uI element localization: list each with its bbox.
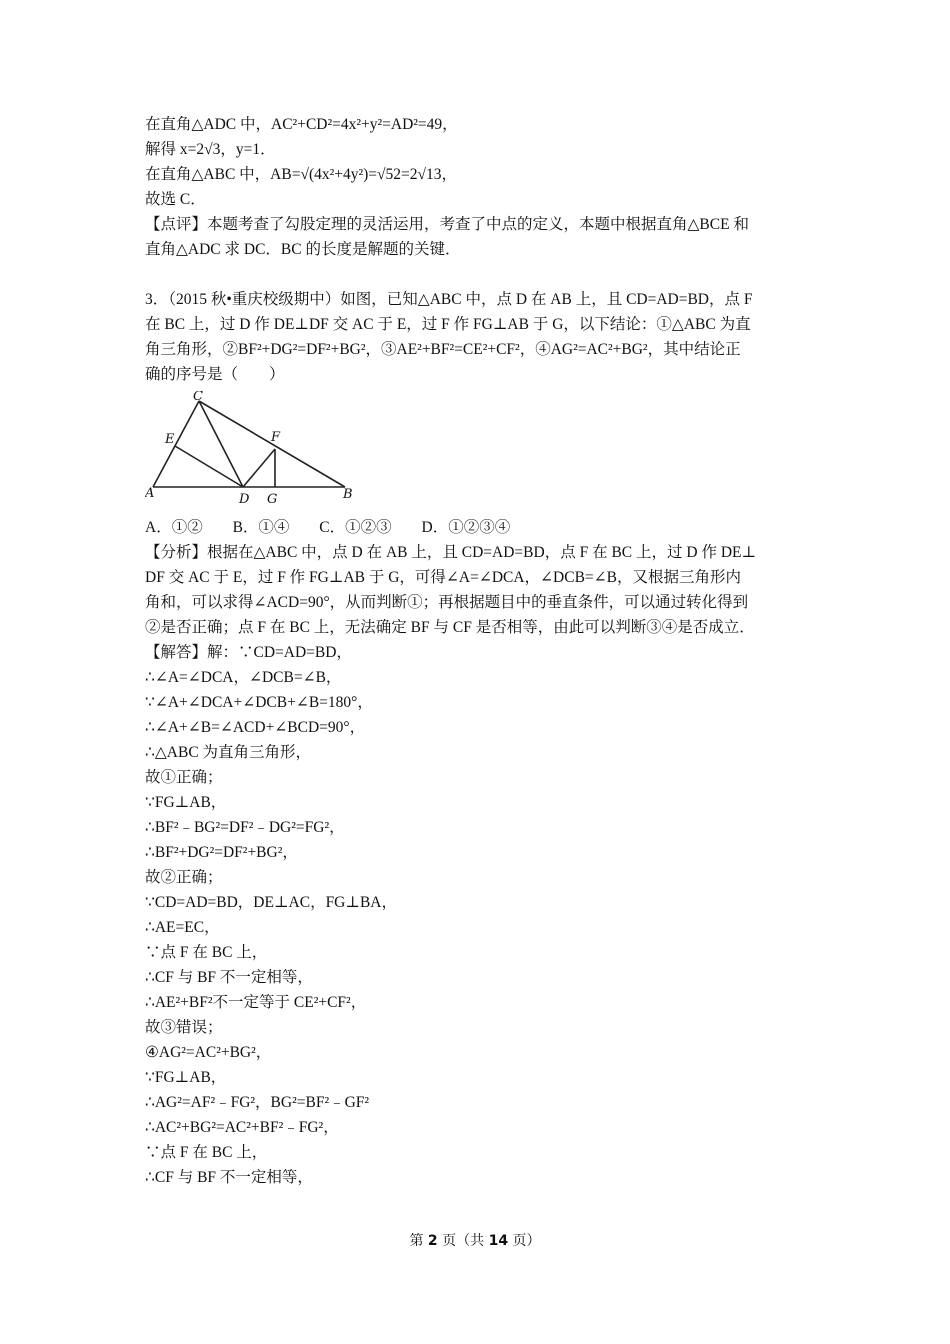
label-g: G (267, 492, 278, 507)
text-line: 直角△ADC 求 DC．BC 的长度是解题的关键． (145, 241, 461, 258)
option-a: A．①② (145, 519, 203, 536)
text-line: 在直角△ADC 中，AC²+CD²=4x²+y²=AD²=49， (145, 116, 458, 133)
question-line: 3．（2015 秋•重庆校级期中）如图，已知△ABC 中，点 D 在 AB 上，且 CD=AD=BD，点 F (145, 291, 753, 308)
footer-total-pages: 14 (488, 1233, 509, 1249)
text-line: 故选 C． (145, 191, 206, 208)
solution-line: ∴CF 与 BF 不一定相等， (145, 969, 313, 986)
solution-line: ∴BF²+DG²=DF²+BG²， (145, 844, 298, 861)
question-line: 确的序号是（ ） (145, 366, 285, 383)
solution-line: ∴△ABC 为直角三角形， (145, 744, 312, 761)
solution-line: ∵∠A+∠DCA+∠DCB+∠B=180°， (145, 694, 373, 711)
footer-mid: 页（共 (437, 1233, 489, 1249)
solution-line: ∴∠A+∠B=∠ACD+∠BCD=90°， (145, 719, 366, 736)
solution-line: ∵点 F 在 BC 上， (145, 944, 268, 961)
spacer (145, 262, 825, 287)
text-line: 解得 x=2√3，y=1． (145, 141, 276, 158)
analysis-line: 角和，可以求得∠ACD=90°，从而判断①；再根据题目中的垂直条件，可以通过转化得到 (145, 594, 749, 611)
footer-suffix: 页） (508, 1233, 541, 1249)
solution-line: ∴AC²+BG²=AC²+BF²﹣FG²， (145, 1119, 339, 1136)
solution-line: ∵CD=AD=BD，DE⊥AC，FG⊥BA， (145, 894, 397, 911)
label-f: F (271, 430, 281, 445)
text-line: 【点评】本题考查了勾股定理的灵活运用，考查了中点的定义，本题中根据直角△BCE 和 (145, 216, 749, 233)
option-d: D．①②③④ (421, 519, 511, 536)
label-b: B (343, 487, 353, 502)
label-c: C (193, 391, 203, 404)
triangle-diagram (145, 391, 375, 509)
solution-line: 故②正确； (145, 869, 223, 886)
triangle-figure (145, 391, 375, 509)
option-c: C．①②③ (319, 519, 392, 536)
solution-line: ∵FG⊥AB， (145, 794, 227, 811)
page-footer (0, 1230, 950, 1250)
analysis-line: DF 交 AC 于 E，过 F 作 FG⊥AB 于 G，可得∠A=∠DCA，∠DCB=∠B，又根据三角形内 (145, 569, 741, 586)
label-e: E (165, 432, 175, 447)
solution-section (145, 640, 825, 1190)
solution-line: ∵点 F 在 BC 上， (145, 1144, 268, 1161)
solution-line: ∴CF 与 BF 不一定相等， (145, 1169, 313, 1186)
analysis-line: 【分析】根据在△ABC 中，点 D 在 AB 上，且 CD=AD=BD，点 F 在 BC 上，过 D 作 DE⊥ (145, 544, 757, 561)
footer-prefix: 第 (409, 1233, 428, 1249)
solution-line: ∴AE=EC， (145, 919, 220, 936)
solution-line: ∵FG⊥AB， (145, 1069, 227, 1086)
label-a: A (145, 486, 155, 501)
option-b: B．①④ (232, 519, 290, 536)
text-line: 在直角△ABC 中，AB=√(4x²+4y²)=√52=2√13， (145, 166, 458, 183)
question-line: 角三角形，②BF²+DG²=DF²+BG²，③AE²+BF²=CE²+CF²，④AG²=AC²+BG²，其中结论正 (145, 341, 741, 358)
analysis-line: ②是否正确；点 F 在 BC 上，无法确定 BF 与 CF 是否相等，由此可以判断③④是否成立． (145, 619, 755, 636)
solution-line: ④AG²=AC²+BG²， (145, 1044, 272, 1061)
label-d: D (239, 492, 250, 507)
solution-line: ∴AG²=AF²﹣FG²，BG²=BF²﹣GF² (145, 1094, 370, 1111)
question-line: 在 BC 上，过 D 作 DE⊥DF 交 AC 于 E，过 F 作 FG⊥AB 于 G，以下结论：①△ABC 为直 (145, 316, 751, 333)
solution-line: 故③错误； (145, 1019, 223, 1036)
analysis-section (145, 540, 825, 640)
page-content (145, 112, 825, 1190)
solution-line: 故①正确； (145, 769, 223, 786)
solution-line: 【解答】解：∵CD=AD=BD， (145, 644, 352, 661)
solution-line: ∴AE²+BF²不一定等于 CE²+CF²， (145, 994, 367, 1011)
question-3 (145, 287, 825, 387)
answer-options (145, 515, 825, 540)
previous-solution (145, 112, 825, 262)
solution-line: ∴∠A=∠DCA，∠DCB=∠B， (145, 669, 342, 686)
solution-line: ∴BF²﹣BG²=DF²﹣DG²=FG²， (145, 819, 345, 836)
footer-page-number: 2 (427, 1233, 438, 1249)
